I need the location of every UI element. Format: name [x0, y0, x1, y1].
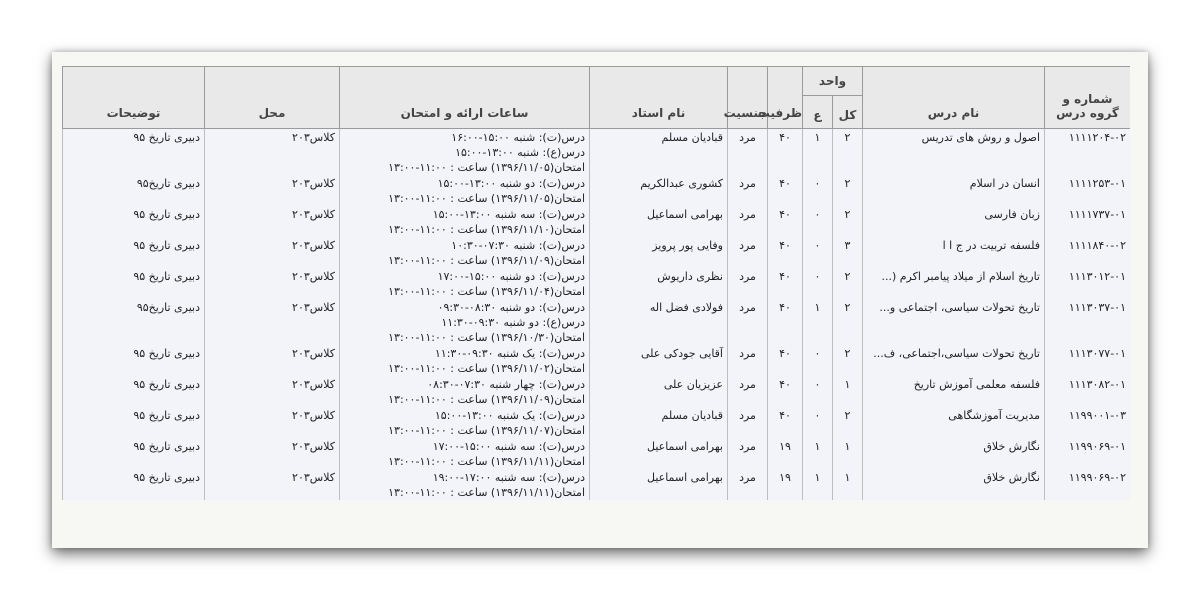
place-cell: کلاس۲۰۳ [205, 407, 340, 438]
gender-cell: مرد [728, 299, 768, 345]
unit-total-cell: ۲ [833, 345, 863, 376]
course-code-cell: ۱۱۹۹۰۰۱-۰۳ [1045, 407, 1131, 438]
schedule-line: امتحان(۱۳۹۶/۱۱/۰۲) ساعت : ۱۱:۰۰-۱۳:۰۰ [388, 362, 585, 375]
description-cell: دبیری تاریخ۹۵ [63, 299, 205, 345]
capacity-cell: ۴۰ [768, 206, 803, 237]
schedule-cell [340, 345, 590, 376]
course-name-cell: زبان فارسی [863, 206, 1045, 237]
schedule-line: امتحان(۱۳۹۶/۱۰/۳۰) ساعت : ۱۱:۰۰-۱۳:۰۰ [388, 331, 585, 344]
unit-total-cell: ۲ [833, 206, 863, 237]
description-cell: دبیری تاریخ ۹۵ [63, 237, 205, 268]
unit-total-cell: ۲ [833, 175, 863, 206]
course-code-cell: ۱۱۱۱۲۰۴-۰۲ [1045, 129, 1131, 176]
header-place: محل [205, 67, 340, 129]
header-unit-total: کل [833, 96, 863, 129]
gender-cell: مرد [728, 376, 768, 407]
course-table-wrapper [62, 66, 1130, 508]
capacity-cell: ۱۹ [768, 469, 803, 500]
description-cell: دبیری تاریخ ۹۵ [63, 129, 205, 176]
schedule-cell [340, 175, 590, 206]
instructor-cell: قبادیان مسلم [590, 407, 728, 438]
table-row[interactable] [63, 299, 1131, 345]
course-name-cell: فلسفه تربیت در ج ا ا [863, 237, 1045, 268]
schedule-line: درس(ع): شنبه ۱۳:۰۰-۱۵:۰۰ [455, 146, 585, 159]
unit-practical-cell: ۰ [803, 237, 833, 268]
course-table-body [63, 129, 1131, 501]
course-name-cell: تاریخ تحولات سیاسی، اجتماعی و... [863, 299, 1045, 345]
schedule-line: امتحان(۱۳۹۶/۱۱/۱۱) ساعت : ۱۱:۰۰-۱۳:۰۰ [388, 455, 585, 468]
description-cell: دبیری تاریخ ۹۵ [63, 206, 205, 237]
schedule-line: درس(ت): یک شنبه ۱۳:۰۰-۱۵:۰۰ [434, 409, 585, 422]
course-code-cell: ۱۱۹۹۰۶۹-۰۱ [1045, 438, 1131, 469]
gender-cell: مرد [728, 469, 768, 500]
schedule-cell [340, 268, 590, 299]
course-code-cell: ۱۱۱۳۰۸۲-۰۱ [1045, 376, 1131, 407]
capacity-cell: ۴۰ [768, 299, 803, 345]
course-code-cell: ۱۱۹۹۰۶۹-۰۲ [1045, 469, 1131, 500]
gender-cell: مرد [728, 206, 768, 237]
schedule-line: درس(ت): یک شنبه ۰۹:۳۰-۱۱:۳۰ [434, 347, 585, 360]
place-cell: کلاس۲۰۳ [205, 299, 340, 345]
description-cell: دبیری تاریخ ۹۵ [63, 438, 205, 469]
instructor-cell: بهرامی اسماعیل [590, 206, 728, 237]
schedule-line: درس(ت): سه شنبه ۱۳:۰۰-۱۵:۰۰ [432, 208, 585, 221]
header-instructor: نام استاد [590, 67, 728, 129]
course-code-cell: ۱۱۱۱۲۵۳-۰۱ [1045, 175, 1131, 206]
course-name-cell: اصول و روش های تدریس [863, 129, 1045, 176]
course-code-cell: ۱۱۱۳۰۱۲-۰۱ [1045, 268, 1131, 299]
capacity-cell: ۴۰ [768, 237, 803, 268]
schedule-line: امتحان(۱۳۹۶/۱۱/۰۷) ساعت : ۱۱:۰۰-۱۳:۰۰ [388, 424, 585, 437]
course-name-cell: فلسفه معلمی آموزش تاریخ [863, 376, 1045, 407]
schedule-line: امتحان(۱۳۹۶/۱۱/۰۴) ساعت : ۱۱:۰۰-۱۳:۰۰ [388, 285, 585, 298]
table-row[interactable] [63, 438, 1131, 469]
schedule-cell [340, 299, 590, 345]
gender-cell: مرد [728, 237, 768, 268]
unit-total-cell: ۲ [833, 299, 863, 345]
course-name-cell: نگارش خلاق [863, 469, 1045, 500]
schedule-line: درس(ت): دو شنبه ۱۳:۰۰-۱۵:۰۰ [437, 177, 585, 190]
gender-cell: مرد [728, 407, 768, 438]
unit-practical-cell: ۱ [803, 299, 833, 345]
place-cell: کلاس۲۰۳ [205, 469, 340, 500]
description-cell: دبیری تاریخ ۹۵ [63, 268, 205, 299]
unit-total-cell: ۲ [833, 268, 863, 299]
header-units: واحد [803, 67, 863, 96]
course-name-cell: تاریخ تحولات سیاسی،اجتماعی، ف... [863, 345, 1045, 376]
schedule-line: امتحان(۱۳۹۶/۱۱/۱۱) ساعت : ۱۱:۰۰-۱۳:۰۰ [388, 486, 585, 499]
header-description: توضیحات [63, 67, 205, 129]
course-code-cell: ۱۱۱۱۷۳۷-۰۱ [1045, 206, 1131, 237]
description-cell: دبیری تاریخ ۹۵ [63, 376, 205, 407]
schedule-line: درس(ت): چهار شنبه ۰۷:۳۰-۰۸:۳۰ [427, 378, 585, 391]
instructor-cell: کشوری عبدالکریم [590, 175, 728, 206]
table-row[interactable] [63, 237, 1131, 268]
header-unit-practical: ع [803, 96, 833, 129]
unit-total-cell: ۱ [833, 469, 863, 500]
table-row[interactable] [63, 206, 1131, 237]
schedule-line: امتحان(۱۳۹۶/۱۱/۰۵) ساعت : ۱۱:۰۰-۱۳:۰۰ [388, 161, 585, 174]
place-cell: کلاس۲۰۳ [205, 129, 340, 176]
instructor-cell: فولادی فضل اله [590, 299, 728, 345]
unit-practical-cell: ۰ [803, 206, 833, 237]
instructor-cell: بهرامی اسماعیل [590, 438, 728, 469]
description-cell: دبیری تاریخ ۹۵ [63, 345, 205, 376]
unit-practical-cell: ۰ [803, 407, 833, 438]
schedule-line: درس(ع): دو شنبه ۰۹:۳۰-۱۱:۳۰ [441, 316, 585, 329]
place-cell: کلاس۲۰۳ [205, 237, 340, 268]
description-cell: دبیری تاریخ ۹۵ [63, 469, 205, 500]
unit-total-cell: ۲ [833, 407, 863, 438]
unit-practical-cell: ۱ [803, 438, 833, 469]
unit-total-cell: ۳ [833, 237, 863, 268]
unit-practical-cell: ۰ [803, 345, 833, 376]
schedule-cell [340, 376, 590, 407]
schedule-cell [340, 206, 590, 237]
unit-total-cell: ۲ [833, 129, 863, 176]
schedule-line: درس(ت): سه شنبه ۱۵:۰۰-۱۷:۰۰ [432, 440, 585, 453]
header-gender: جنسیت [728, 67, 768, 129]
capacity-cell: ۴۰ [768, 345, 803, 376]
instructor-cell: وفایی پور پرویز [590, 237, 728, 268]
capacity-cell: ۴۰ [768, 175, 803, 206]
course-code-cell: ۱۱۱۱۸۴۰-۰۲ [1045, 237, 1131, 268]
course-name-cell: نگارش خلاق [863, 438, 1045, 469]
place-cell: کلاس۲۰۳ [205, 438, 340, 469]
course-table [62, 66, 1130, 500]
gender-cell: مرد [728, 438, 768, 469]
capacity-cell: ۴۰ [768, 376, 803, 407]
schedule-line: درس(ت): سه شنبه ۱۷:۰۰-۱۹:۰۰ [432, 471, 585, 484]
place-cell: کلاس۲۰۳ [205, 376, 340, 407]
gender-cell: مرد [728, 268, 768, 299]
schedule-line: امتحان(۱۳۹۶/۱۱/۰۵) ساعت : ۱۱:۰۰-۱۳:۰۰ [388, 192, 585, 205]
place-cell: کلاس۲۰۳ [205, 206, 340, 237]
instructor-cell: قبادیان مسلم [590, 129, 728, 176]
instructor-cell: بهرامی اسماعیل [590, 469, 728, 500]
header-code: شماره و گروه درس [1045, 67, 1131, 129]
instructor-cell: آقایی جودکی علی [590, 345, 728, 376]
header-capacity: ظرفیت [768, 67, 803, 129]
table-row[interactable] [63, 129, 1131, 176]
capacity-cell: ۱۹ [768, 438, 803, 469]
schedule-line: درس(ت): دو شنبه ۱۵:۰۰-۱۷:۰۰ [437, 270, 585, 283]
schedule-cell [340, 438, 590, 469]
table-row[interactable] [63, 407, 1131, 438]
course-name-cell: تاریخ اسلام از میلاد پیامبر اکرم (... [863, 268, 1045, 299]
header-course-name: نام درس [863, 67, 1045, 129]
course-code-cell: ۱۱۱۳۰۳۷-۰۱ [1045, 299, 1131, 345]
capacity-cell: ۴۰ [768, 407, 803, 438]
schedule-line: امتحان(۱۳۹۶/۱۱/۰۹) ساعت : ۱۱:۰۰-۱۳:۰۰ [388, 393, 585, 406]
course-name-cell: مدیریت آموزشگاهی [863, 407, 1045, 438]
instructor-cell: عزیزیان علی [590, 376, 728, 407]
schedule-line: امتحان(۱۳۹۶/۱۱/۰۹) ساعت : ۱۱:۰۰-۱۳:۰۰ [388, 254, 585, 267]
schedule-cell [340, 237, 590, 268]
schedule-cell [340, 469, 590, 500]
gender-cell: مرد [728, 129, 768, 176]
course-list-panel [52, 52, 1148, 548]
schedule-line: درس(ت): شنبه ۰۷:۳۰-۱۰:۳۰ [451, 239, 585, 252]
unit-total-cell: ۱ [833, 438, 863, 469]
place-cell: کلاس۲۰۳ [205, 268, 340, 299]
table-row[interactable] [63, 268, 1131, 299]
unit-practical-cell: ۰ [803, 175, 833, 206]
course-code-cell: ۱۱۱۳۰۷۷-۰۱ [1045, 345, 1131, 376]
instructor-cell: نظری داریوش [590, 268, 728, 299]
place-cell: کلاس۲۰۳ [205, 175, 340, 206]
header-schedule: ساعات ارائه و امتحان [340, 67, 590, 129]
schedule-line: درس(ت): دو شنبه ۰۸:۳۰-۰۹:۳۰ [437, 301, 585, 314]
place-cell: کلاس۲۰۳ [205, 345, 340, 376]
schedule-cell [340, 407, 590, 438]
unit-practical-cell: ۰ [803, 376, 833, 407]
gender-cell: مرد [728, 175, 768, 206]
description-cell: دبیری تاریخ ۹۵ [63, 407, 205, 438]
table-row[interactable] [63, 345, 1131, 376]
table-row[interactable] [63, 175, 1131, 206]
course-name-cell: انسان در اسلام [863, 175, 1045, 206]
unit-practical-cell: ۰ [803, 268, 833, 299]
schedule-line: درس(ت): شنبه ۱۵:۰۰-۱۶:۰۰ [451, 131, 585, 144]
unit-practical-cell: ۱ [803, 469, 833, 500]
table-row[interactable] [63, 376, 1131, 407]
gender-cell: مرد [728, 345, 768, 376]
capacity-cell: ۴۰ [768, 268, 803, 299]
schedule-cell [340, 129, 590, 176]
unit-total-cell: ۱ [833, 376, 863, 407]
unit-practical-cell: ۱ [803, 129, 833, 176]
table-row[interactable] [63, 469, 1131, 500]
capacity-cell: ۴۰ [768, 129, 803, 176]
description-cell: دبیری تاریخ۹۵ [63, 175, 205, 206]
schedule-line: امتحان(۱۳۹۶/۱۱/۱۰) ساعت : ۱۱:۰۰-۱۳:۰۰ [388, 223, 585, 236]
